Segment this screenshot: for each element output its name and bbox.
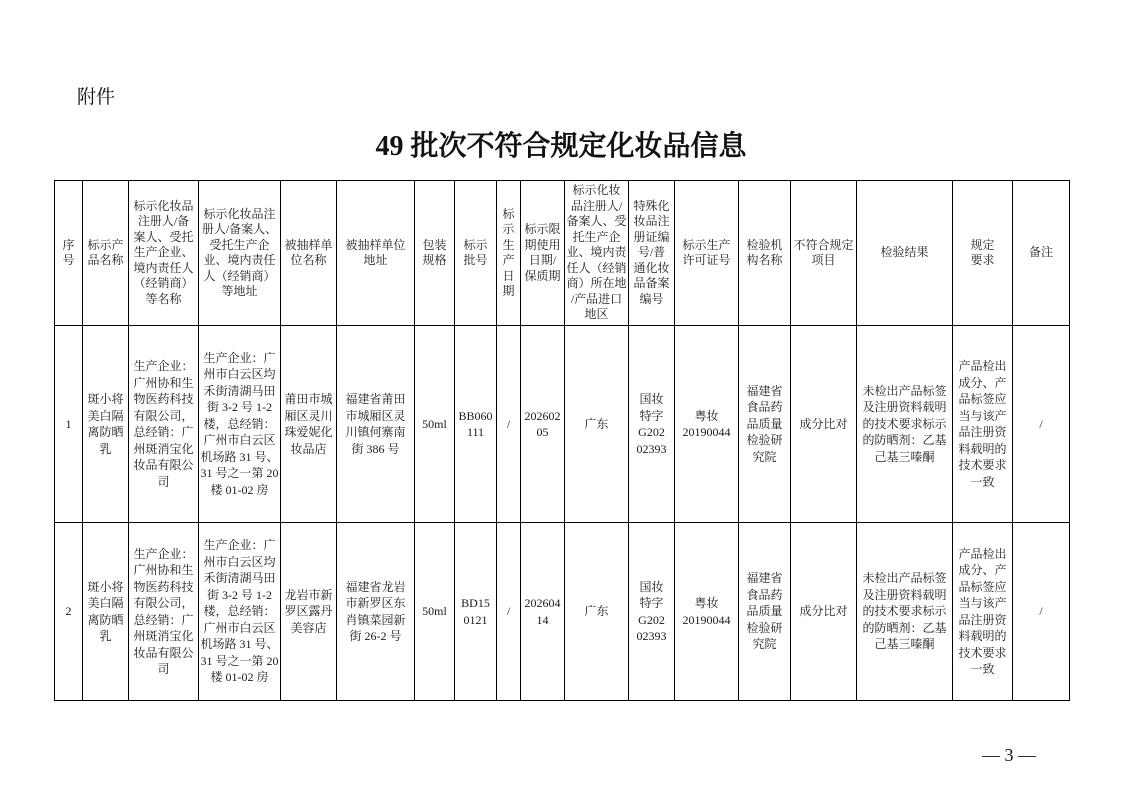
page-title: 49 批次不符合规定化妆品信息: [375, 131, 747, 162]
page-number: — 3 —: [982, 745, 1036, 765]
cell-production-license: 粤妆 20190044: [675, 326, 739, 523]
cell-registrant-name: 生产企业： 广州协和生 物医药科技 有限公司， 总经销：广 州斑消宝化 妆品有限公 司: [129, 523, 199, 701]
cell-registration-number: 国妆 特字 G202 02393: [629, 326, 675, 523]
cell-product-name: 斑小将 美白隔 离防晒 乳: [83, 523, 129, 701]
header-registration-number: 特殊化 妆品注 册证编 号/普 通化妆 品备案 编号: [629, 181, 675, 326]
cell-registrant-address: 生产企业：广 州市白云区均 禾街清湖马田 街 3-2 号 1-2 楼，总经销： 广州市白云区 机场路 31 号、 31 号之一第 20 楼 01-02 房: [199, 326, 281, 523]
header-test-result: 检验结果: [857, 181, 953, 326]
cell-registration-number: 国妆 特字 G202 02393: [629, 523, 675, 701]
cell-nonconforming-item: 成分比对: [791, 326, 857, 523]
cell-remarks: /: [1013, 326, 1070, 523]
cell-expiry-date: 202604 14: [521, 523, 565, 701]
table-header-row: [55, 181, 1070, 326]
nonconforming-cosmetics-table: [54, 180, 1070, 701]
cell-seq-no: 1: [55, 326, 83, 523]
cell-batch-number: BB060 111: [455, 326, 497, 523]
cell-sampled-unit-name: 莆田市城 厢区灵川 珠爱妮化 妆品店: [281, 326, 337, 523]
cell-test-result: 未检出产品标签 及注册资料载明 的技术要求标示 的防晒剂：乙基 己基三嗪酮: [857, 523, 953, 701]
cell-expiry-date: 202602 05: [521, 326, 565, 523]
cell-sampled-unit-name: 龙岩市新 罗区露丹 美容店: [281, 523, 337, 701]
cell-test-result: 未检出产品标签 及注册资料载明 的技术要求标示 的防晒剂：乙基 己基三嗪酮: [857, 326, 953, 523]
cell-sampled-unit-address: 福建省龙岩 市新罗区东 肖镇菜园新 街 26-2 号: [337, 523, 415, 701]
table-row: [55, 326, 1070, 523]
header-remarks: 备注: [1013, 181, 1070, 326]
header-requirement: 规定 要求: [953, 181, 1013, 326]
header-testing-institution: 检验机 构名称: [739, 181, 791, 326]
cell-requirement: 产品检出 成分、产 品标签应 当与该产 品注册资 料载明的 技术要求 一致: [953, 326, 1013, 523]
cell-testing-institution: 福建省 食品药 品质量 检验研 究院: [739, 523, 791, 701]
header-sampled-unit-name: 被抽样单 位名称: [281, 181, 337, 326]
cell-seq-no: 2: [55, 523, 83, 701]
cell-product-name: 斑小将 美白隔 离防晒 乳: [83, 326, 129, 523]
header-nonconforming-item: 不符合规定 项目: [791, 181, 857, 326]
cell-remarks: /: [1013, 523, 1070, 701]
header-seq-no: 序 号: [55, 181, 83, 326]
attachment-label: 附件: [77, 86, 116, 108]
cell-registrant-region: 广东: [565, 523, 629, 701]
cell-package-spec: 50ml: [415, 326, 455, 523]
header-registrant-address: 标示化妆品注 册人/备案人、 受托生产企 业、境内责任 人（经销商） 等地址: [199, 181, 281, 326]
table-row: [55, 523, 1070, 701]
cell-registrant-region: 广东: [565, 326, 629, 523]
cell-production-date: /: [497, 523, 521, 701]
header-production-license: 标示生产 许可证号: [675, 181, 739, 326]
header-sampled-unit-address: 被抽样单位 地址: [337, 181, 415, 326]
cell-package-spec: 50ml: [415, 523, 455, 701]
header-package-spec: 包装 规格: [415, 181, 455, 326]
header-registrant-name: 标示化妆品 注册人/备 案人、受托 生产企业、 境内责任人 （经销商） 等名称: [129, 181, 199, 326]
header-production-date: 标 示 生 产 日 期: [497, 181, 521, 326]
cell-nonconforming-item: 成分比对: [791, 523, 857, 701]
header-registrant-region: 标示化妆 品注册人/ 备案人、受 托生产企 业、境内责 任人（经销 商）所在地 /产品进口 地区: [565, 181, 629, 326]
cell-registrant-name: 生产企业： 广州协和生 物医药科技 有限公司， 总经销：广 州斑消宝化 妆品有限公 司: [129, 326, 199, 523]
header-expiry-date: 标示限 期使用 日期/ 保质期: [521, 181, 565, 326]
cell-sampled-unit-address: 福建省莆田 市城厢区灵 川镇何寨南 街 386 号: [337, 326, 415, 523]
cell-requirement: 产品检出 成分、产 品标签应 当与该产 品注册资 料载明的 技术要求 一致: [953, 523, 1013, 701]
cell-production-license: 粤妆 20190044: [675, 523, 739, 701]
cell-testing-institution: 福建省 食品药 品质量 检验研 究院: [739, 326, 791, 523]
cell-production-date: /: [497, 326, 521, 523]
header-product-name: 标示产 品名称: [83, 181, 129, 326]
header-batch-number: 标示 批号: [455, 181, 497, 326]
cell-registrant-address: 生产企业：广 州市白云区均 禾街清湖马田 街 3-2 号 1-2 楼，总经销： 广州市白云区 机场路 31 号、 31 号之一第 20 楼 01-02 房: [199, 523, 281, 701]
cell-batch-number: BD15 0121: [455, 523, 497, 701]
